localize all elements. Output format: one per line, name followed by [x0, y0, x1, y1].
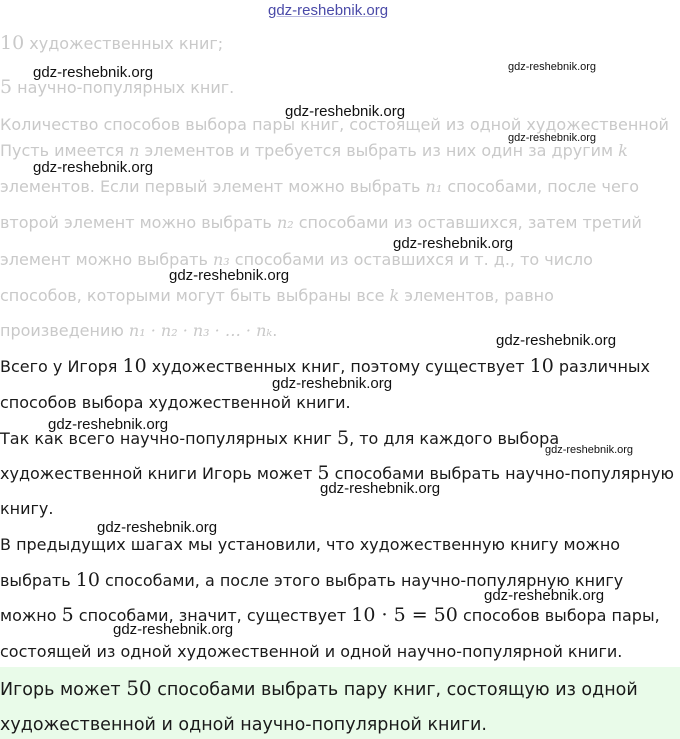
- number: 5: [61, 604, 74, 626]
- faded-text: элементов. Если первый элемент можно выбрать: [0, 177, 426, 196]
- faded-text: второй элемент можно выбрать: [0, 213, 277, 232]
- watermark: gdz-reshebnik.org: [508, 61, 597, 73]
- answer-text: способами выбрать пару книг, состоящую из одной: [151, 680, 638, 700]
- number: 5: [336, 427, 350, 449]
- watermark: gdz-reshebnik.org: [97, 519, 218, 536]
- number-5: 5: [0, 76, 13, 98]
- step-text: В предыдущих шагах мы установили, что художественную книгу можно: [0, 535, 621, 554]
- number: 10: [122, 355, 147, 377]
- number-10: 10: [0, 32, 25, 54]
- step1-line2: [0, 393, 351, 413]
- watermark: gdz-reshebnik.org: [285, 103, 406, 120]
- math-var: n₁: [425, 177, 443, 196]
- faded-text: Пусть имеется: [0, 141, 130, 160]
- faded-text: способов, которыми могут быть выбраны все: [0, 286, 390, 305]
- step3-line4: [0, 642, 622, 662]
- watermark: gdz-reshebnik.org: [33, 64, 154, 81]
- watermark: gdz-reshebnik.org: [272, 375, 393, 392]
- faded-text: способами из оставшихся и т. д., то число: [229, 250, 593, 269]
- answer-line1: [0, 677, 638, 701]
- step-text: различных: [553, 357, 651, 376]
- watermark: gdz-reshebnik.org: [393, 235, 514, 252]
- watermark: gdz-reshebnik.org: [48, 416, 169, 433]
- math-var: k: [618, 141, 628, 160]
- step3-line1: [0, 535, 620, 555]
- faded-line-9: [0, 321, 277, 341]
- watermark: gdz-reshebnik.org: [484, 587, 605, 604]
- faded-line-1: [0, 33, 223, 54]
- answer-text: художественной и одной научно-популярной книги.: [0, 715, 487, 735]
- watermark: gdz-reshebnik.org: [545, 444, 634, 456]
- watermark: gdz-reshebnik.org: [496, 332, 617, 349]
- step-text: способов выбора художественной книги.: [0, 393, 351, 412]
- step-text: Всего у Игоря: [0, 357, 123, 376]
- answer-box: [0, 667, 680, 739]
- faded-text: элемент можно выбрать: [0, 250, 213, 269]
- faded-line-5: [0, 177, 639, 197]
- faded-text: произведению: [0, 321, 129, 340]
- faded-text: художественных книг;: [24, 34, 224, 53]
- math-var: n₁ · n₂ · n₃ · … · nₖ: [128, 321, 273, 340]
- step-text: можно: [0, 606, 62, 625]
- faded-line-7: [0, 250, 593, 270]
- math-var: k: [389, 286, 400, 305]
- faded-text: способами из оставшихся, затем третий: [293, 213, 642, 232]
- watermark: gdz-reshebnik.org: [169, 267, 290, 284]
- step-text: способов выбора пары,: [457, 606, 660, 625]
- watermark: gdz-reshebnik.org: [508, 132, 597, 144]
- watermark: gdz-reshebnik.org: [33, 159, 154, 176]
- number: 5: [317, 462, 330, 484]
- number: 10: [75, 569, 100, 591]
- faded-line-8: [0, 286, 554, 306]
- step-text: состоящей из одной художественной и одной научно-популярной книги.: [0, 642, 623, 661]
- step-text: способами, а после этого выбрать научно-популярную книгу: [99, 571, 624, 590]
- math-var: n₃: [212, 250, 230, 269]
- step-text: художественной книги Игорь может: [0, 464, 318, 483]
- faded-text: элементов и требуется выбрать из них один за другим: [139, 141, 619, 160]
- faded-text: научно-популярных книг.: [12, 78, 235, 97]
- faded-text: .: [272, 321, 278, 340]
- step-text: способами выбрать научно-популярную: [329, 464, 674, 483]
- math-var: n₂: [276, 213, 294, 232]
- answer-text: Игорь может: [0, 680, 127, 700]
- faded-text: Количество способов выбора пары книг, состоящей из одной художественной: [0, 115, 669, 134]
- faded-line-6: [0, 213, 642, 233]
- watermark-top-link[interactable]: gdz-reshebnik.org: [268, 2, 389, 19]
- number: 10: [529, 355, 554, 377]
- math-var: n: [129, 141, 140, 160]
- step-text: выбрать: [0, 571, 76, 590]
- answer-line2: [0, 714, 487, 736]
- watermark: gdz-reshebnik.org: [320, 480, 441, 497]
- step-text: , то для каждого выбора: [349, 429, 560, 448]
- number: 50: [126, 676, 152, 700]
- step-text: Так как всего научно-популярных книг: [0, 429, 337, 448]
- step2-line3: [0, 499, 53, 519]
- faded-line-4: [0, 141, 628, 161]
- math-expression: 10 · 5 = 50: [351, 604, 458, 626]
- faded-text: элементов, равно: [399, 286, 554, 305]
- faded-text: способами, после чего: [442, 177, 639, 196]
- step-text: книгу.: [0, 499, 54, 518]
- watermark: gdz-reshebnik.org: [113, 621, 234, 638]
- step-text: способами, значит, существует: [73, 606, 352, 625]
- step1-line1: [0, 356, 650, 377]
- step3-line3: [0, 605, 660, 626]
- step-text: художественных книг, поэтому существует: [146, 357, 530, 376]
